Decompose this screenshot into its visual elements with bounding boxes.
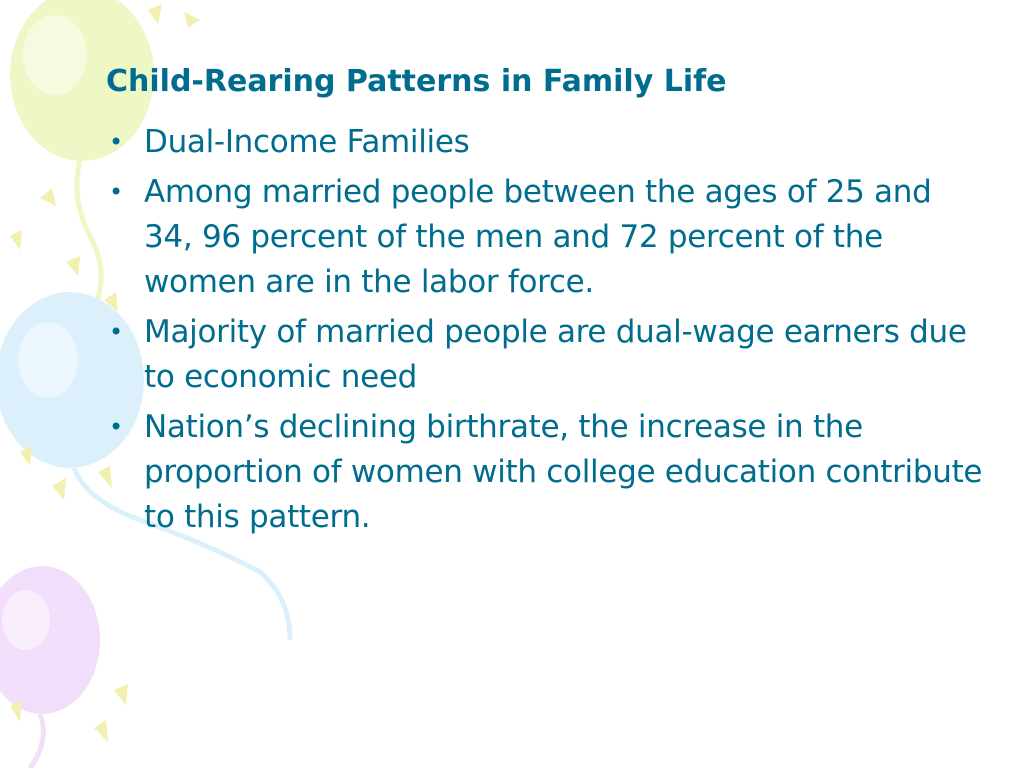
- bullet-icon: •: [109, 178, 123, 206]
- list-item: [106, 310, 986, 400]
- list-item: [106, 120, 986, 165]
- balloon-icon: [0, 566, 100, 768]
- list-item: [106, 170, 986, 305]
- slide-title: Child-Rearing Patterns in Family Life: [106, 64, 727, 99]
- bullet-icon: •: [109, 128, 123, 156]
- bullet-text: Dual-Income Families: [144, 124, 470, 160]
- bullet-text: Among married people between the ages of 25 and 34, 96 percent of the men and 72 percent of the women are in the labor force.: [144, 174, 932, 300]
- bullet-icon: •: [109, 318, 123, 346]
- bullet-text: Majority of married people are dual-wage earners due to economic need: [144, 314, 967, 395]
- bullet-icon: •: [109, 413, 123, 441]
- bullet-list: [106, 120, 986, 545]
- list-item: [106, 405, 986, 540]
- bullet-text: Nation’s declining birthrate, the increase in the proportion of women with college education contribute to this pattern.: [144, 409, 983, 535]
